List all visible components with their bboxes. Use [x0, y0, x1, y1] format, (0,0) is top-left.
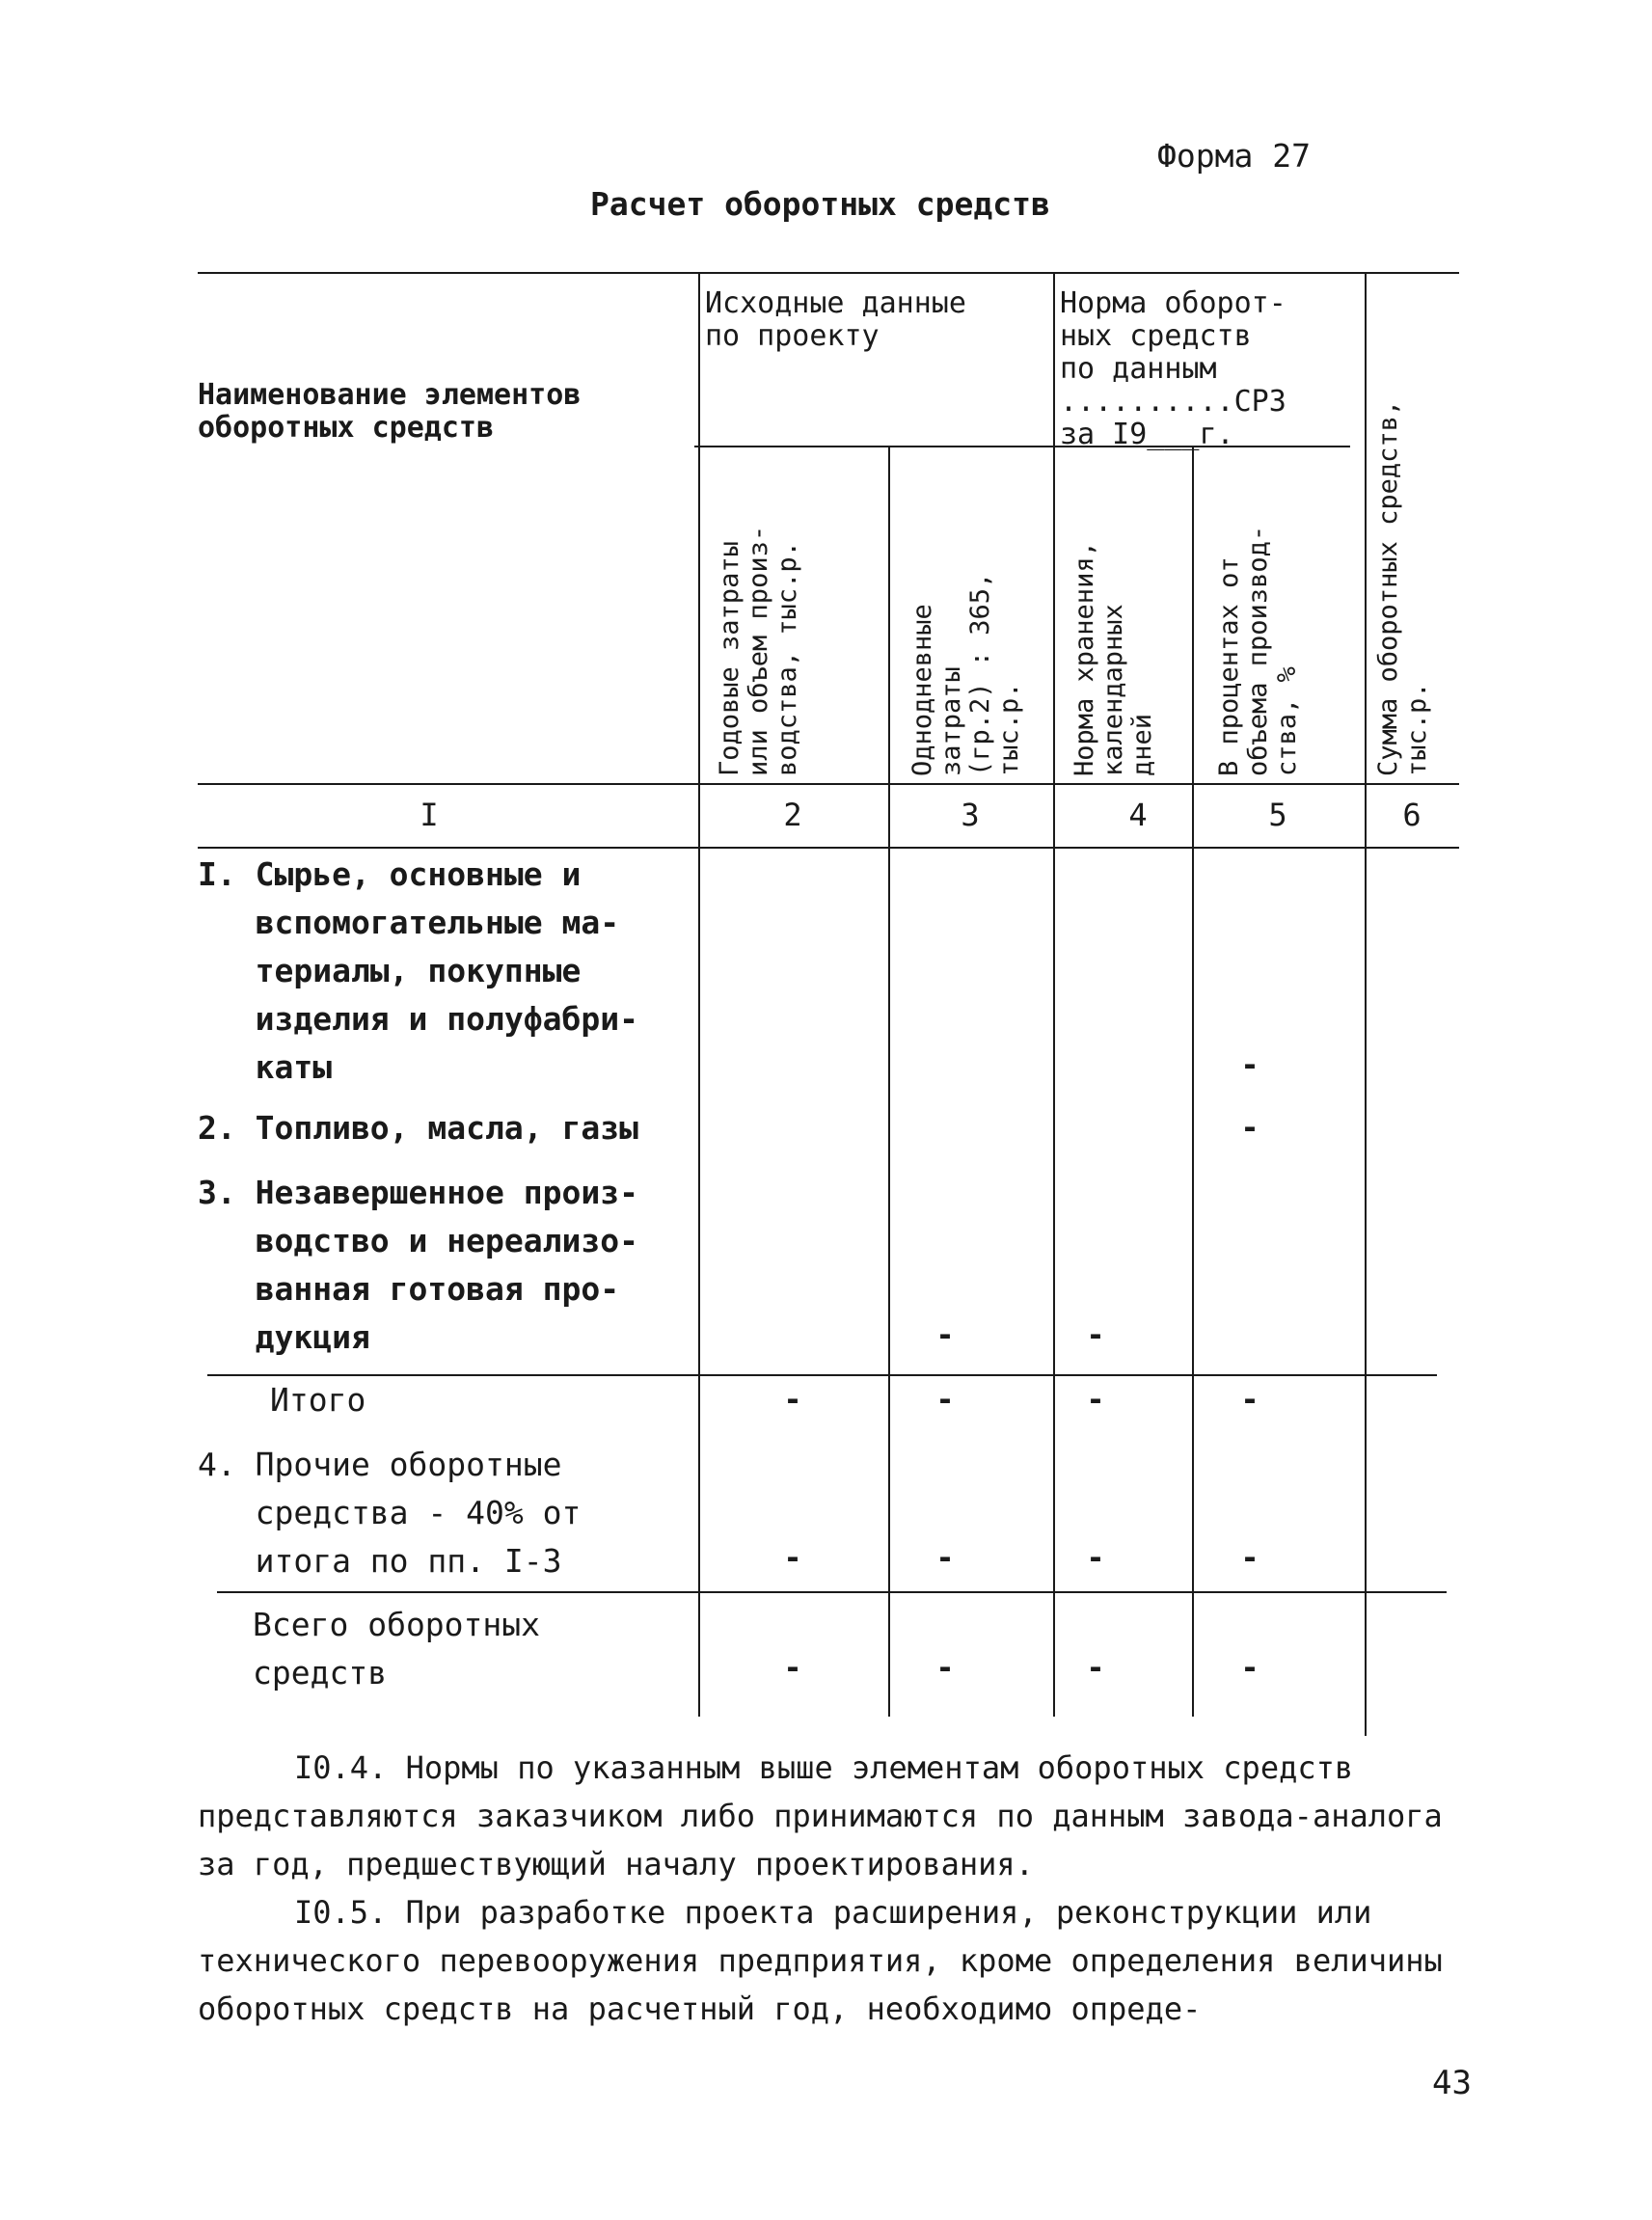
subtotal-rule	[207, 1374, 1437, 1376]
header-col5: В процентах от объема производ- ства, %	[1214, 525, 1302, 776]
table-cell: -	[783, 1539, 802, 1576]
table-cell: -	[1240, 1539, 1259, 1576]
table-cell: -	[1240, 1381, 1259, 1418]
column-number-6: 6	[1402, 797, 1422, 833]
header-col6: Сумма оборотных средств, тыс.р.	[1373, 399, 1432, 776]
column-number-1: I	[420, 797, 439, 833]
column-rule-3	[1053, 272, 1055, 1717]
header-col2: Годовые затраты или объем произ- водства, тыс.р.	[715, 525, 802, 776]
paragraph-10-4: I0.4. Нормы по указанным выше элементам оборотных средств представляются заказчиком либо принимаются по данным завода-аналога за год, предшествующий началу проектирования.	[198, 1749, 1443, 1882]
column-numbers-rule	[198, 847, 1459, 849]
column-rule-2	[888, 446, 890, 1717]
table-cell: -	[783, 1381, 802, 1418]
table-cell: -	[1086, 1316, 1105, 1353]
page-number: 43	[1432, 2064, 1472, 2102]
table-cell: -	[935, 1381, 955, 1418]
total-rule	[217, 1591, 1447, 1593]
column-number-5: 5	[1268, 797, 1287, 833]
header-source-group: Исходные данные по проекту	[705, 286, 966, 353]
body-text	[198, 1744, 1451, 2033]
column-rule-1	[698, 272, 700, 1717]
paragraph-10-5: I0.5. При разработке проекта расширения, реконструкции или технического перевооружения предприятия, кроме определения величины оборотных средств на расчетный год, необходимо опреде-	[198, 1894, 1443, 2027]
column-number-2: 2	[783, 797, 802, 833]
table-top-rule	[198, 272, 1459, 274]
table-cell: -	[1240, 1046, 1259, 1083]
header-col4: Норма хранения, календарных дней	[1070, 541, 1157, 776]
column-number-3: 3	[961, 797, 980, 833]
table-cell: -	[1086, 1539, 1105, 1576]
header-bottom-rule	[198, 783, 1459, 785]
table-cell: -	[1086, 1381, 1105, 1418]
page-title: Расчет оборотных средств	[590, 185, 1050, 223]
table-row-name: 4. Прочие оборотные средства - 40% от итога по пп. I-3	[198, 1446, 582, 1580]
table-cell: -	[1086, 1649, 1105, 1686]
table-cell: -	[935, 1539, 955, 1576]
header-col3: Однодневные затраты (гр.2) : 365, тыс.р.	[907, 572, 1024, 776]
table-cell: -	[935, 1649, 955, 1686]
column-rule-4	[1192, 446, 1194, 1717]
table-cell: -	[935, 1316, 955, 1353]
table-cell: -	[783, 1649, 802, 1686]
table-row-name: 2. Топливо, масла, газы	[198, 1109, 638, 1147]
form-label: Форма 27	[1157, 137, 1311, 175]
header-name-column: Наименование элементов оборотных средств	[198, 378, 582, 445]
table-row-name: Итого	[270, 1381, 366, 1419]
table-cell: -	[1240, 1109, 1259, 1146]
column-number-4: 4	[1128, 797, 1148, 833]
table-row-name: I. Сырье, основные и вспомогательные ма- териалы, покупные изделия и полуфабри- каты	[198, 855, 638, 1086]
column-rule-5	[1365, 272, 1367, 1736]
table-row-name: 3. Незавершенное произ- водство и нереализо- ванная готовая про- дукция	[198, 1174, 638, 1356]
table-row-name: Всего оборотных средств	[253, 1606, 541, 1692]
table-cell: -	[1240, 1649, 1259, 1686]
header-norm-group: Норма оборот- ных средств по данным ..........СРЗ за I9___г.	[1060, 286, 1286, 451]
